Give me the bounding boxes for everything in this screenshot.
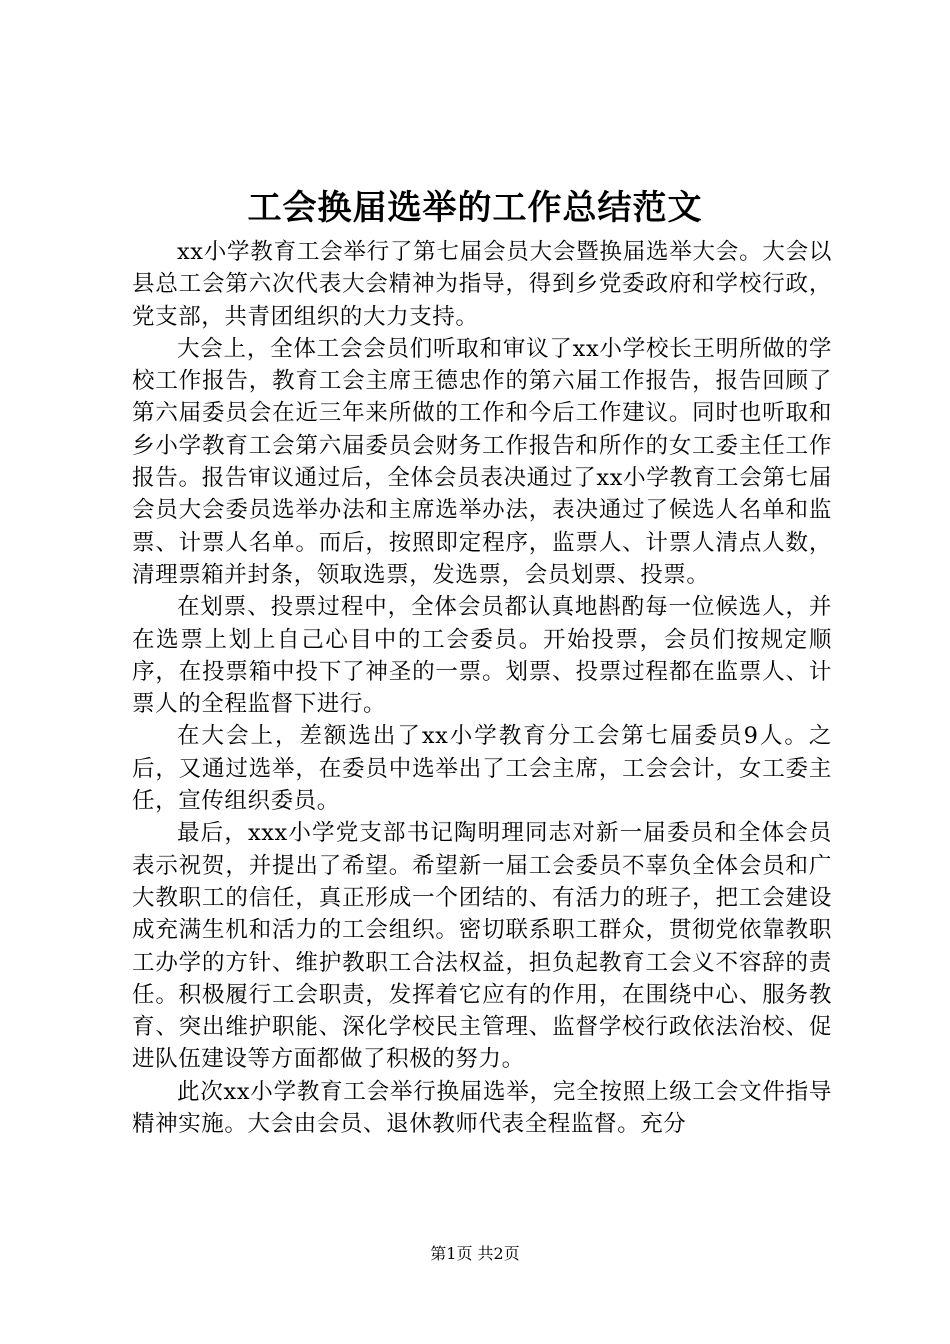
- paragraph: 最后，xxx小学党支部书记陶明理同志对新一届委员和全体会员表示祝贺，并提出了希望。希望新一届工会委员不辜负全体会员和广大教职工的信任，真正形成一个团结的、有活力的班子，把工会建设成充满生机和活力的工会组织。密切联系职工群众，贯彻党依靠教职工办学的方针、维护教职工合法权益，担负起教育工会义不容辞的责任。积极履行工会职责，发挥着它应有的作用，在围绕中心、服务教育、突出维护职能、深化学校民主管理、监督学校行政依法治校、促进队伍建设等方面都做了积极的努力。: [132, 820, 832, 1073]
- page-indicator: 第1页 共2页: [430, 1244, 520, 1263]
- document-title: 工会换届选举的工作总结范文: [247, 188, 703, 228]
- paragraph: 大会上，全体工会会员们听取和审议了xx小学校长王明所做的学校工作报告，教育工会主席王德忠作的第六届工作报告，报告回顾了第六届委员会在近三年来所做的工作和今后工作建议。同时也听取和乡小学教育工会第六届委员会财务工作报告和所作的女工委主任工作报告。报告审议通过后，全体会员表决通过了xx小学教育工会第七届会员大会委员选举办法和主席选举办法，表决通过了候选人名单和监票、计票人名单。而后，按照即定程序，监票人、计票人清点人数，清理票箱并封条，领取选票，发选票，会员划票、投票。: [132, 335, 832, 588]
- paragraph: 在大会上，差额选出了xx小学教育分工会第七届委员9人。之后，又通过选举，在委员中选举出了工会主席，工会会计，女工委主任，宣传组织委员。: [132, 723, 832, 815]
- document-body: [132, 236, 832, 1140]
- paragraph: 此次xx小学教育工会举行换届选举，完全按照上级工会文件指导精神实施。大会由会员、退休教师代表全程监督。充分: [132, 1078, 832, 1138]
- paragraph: 在划票、投票过程中，全体会员都认真地斟酌每一位候选人，并在选票上划上自己心目中的工会委员。开始投票，会员们按规定顺序，在投票箱中投下了神圣的一票。划票、投票过程都在监票人、计票人的全程监督下进行。: [132, 594, 832, 718]
- paragraph: xx小学教育工会举行了第七届会员大会暨换届选举大会。大会以县总工会第六次代表大会精神为指导，得到乡党委政府和学校行政，党支部，共青团组织的大力支持。: [132, 239, 832, 330]
